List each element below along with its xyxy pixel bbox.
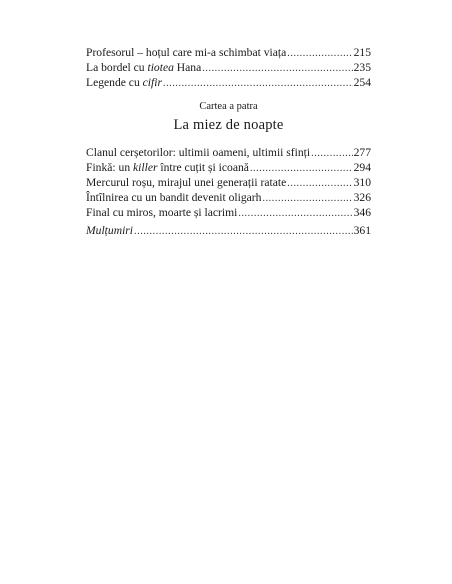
toc-entry — [86, 60, 371, 75]
toc-entry — [86, 175, 371, 190]
toc-section-bottom — [86, 145, 371, 220]
toc-entry-title: Clanul cerșetorilor: ultimii oameni, ultimii sfinți — [86, 146, 311, 159]
toc-entry-page: 326 — [353, 191, 371, 204]
toc-entry-title: Mercurul roșu, mirajul unei generații ratate — [86, 176, 287, 189]
toc-leader-dots — [202, 61, 352, 75]
toc-entry-title: Finkă: un killer între cuțit și icoană — [86, 161, 249, 174]
part-title: La miez de noapte — [173, 117, 284, 133]
toc-leader-dots — [287, 176, 352, 190]
toc-entry-page: 254 — [353, 76, 371, 89]
toc-entry-title: La bordel cu tiotea Hana — [86, 61, 202, 74]
toc-leader-dots — [287, 46, 352, 60]
toc-entry-page: 215 — [353, 46, 371, 59]
toc-entry-page: 346 — [353, 206, 371, 219]
toc-entry-page: 310 — [353, 176, 371, 189]
toc-entry — [86, 75, 371, 90]
toc-entry — [86, 45, 371, 60]
toc-entry-title: Profesorul – hoțul care mi-a schimbat viața — [86, 46, 287, 59]
toc-entry-title: Întîlnirea cu un bandit devenit oligarh — [86, 191, 262, 204]
toc-entry-title: Legende cu cifir — [86, 76, 162, 89]
toc-leader-dots — [250, 161, 353, 175]
toc-leader-dots — [311, 146, 352, 160]
toc-entry-title: Mulțumiri — [86, 224, 134, 237]
toc-entry — [86, 160, 371, 175]
toc-entry — [86, 223, 371, 238]
toc-section-top — [86, 45, 371, 90]
toc-leader-dots — [134, 224, 353, 238]
toc-leader-dots — [163, 76, 353, 90]
toc-entry — [86, 205, 371, 220]
toc-section-end — [86, 223, 371, 238]
toc-entry-title: Final cu miros, moarte și lacrimi — [86, 206, 238, 219]
toc-entry-page: 294 — [353, 161, 371, 174]
part-label: Cartea a patra — [199, 101, 258, 112]
toc-entry-page: 361 — [353, 224, 371, 237]
toc-entry — [86, 145, 371, 160]
toc-entry-page: 235 — [353, 61, 371, 74]
toc-leader-dots — [262, 191, 352, 205]
toc-leader-dots — [238, 206, 352, 220]
toc-entry — [86, 190, 371, 205]
toc-entry-page: 277 — [353, 146, 371, 159]
